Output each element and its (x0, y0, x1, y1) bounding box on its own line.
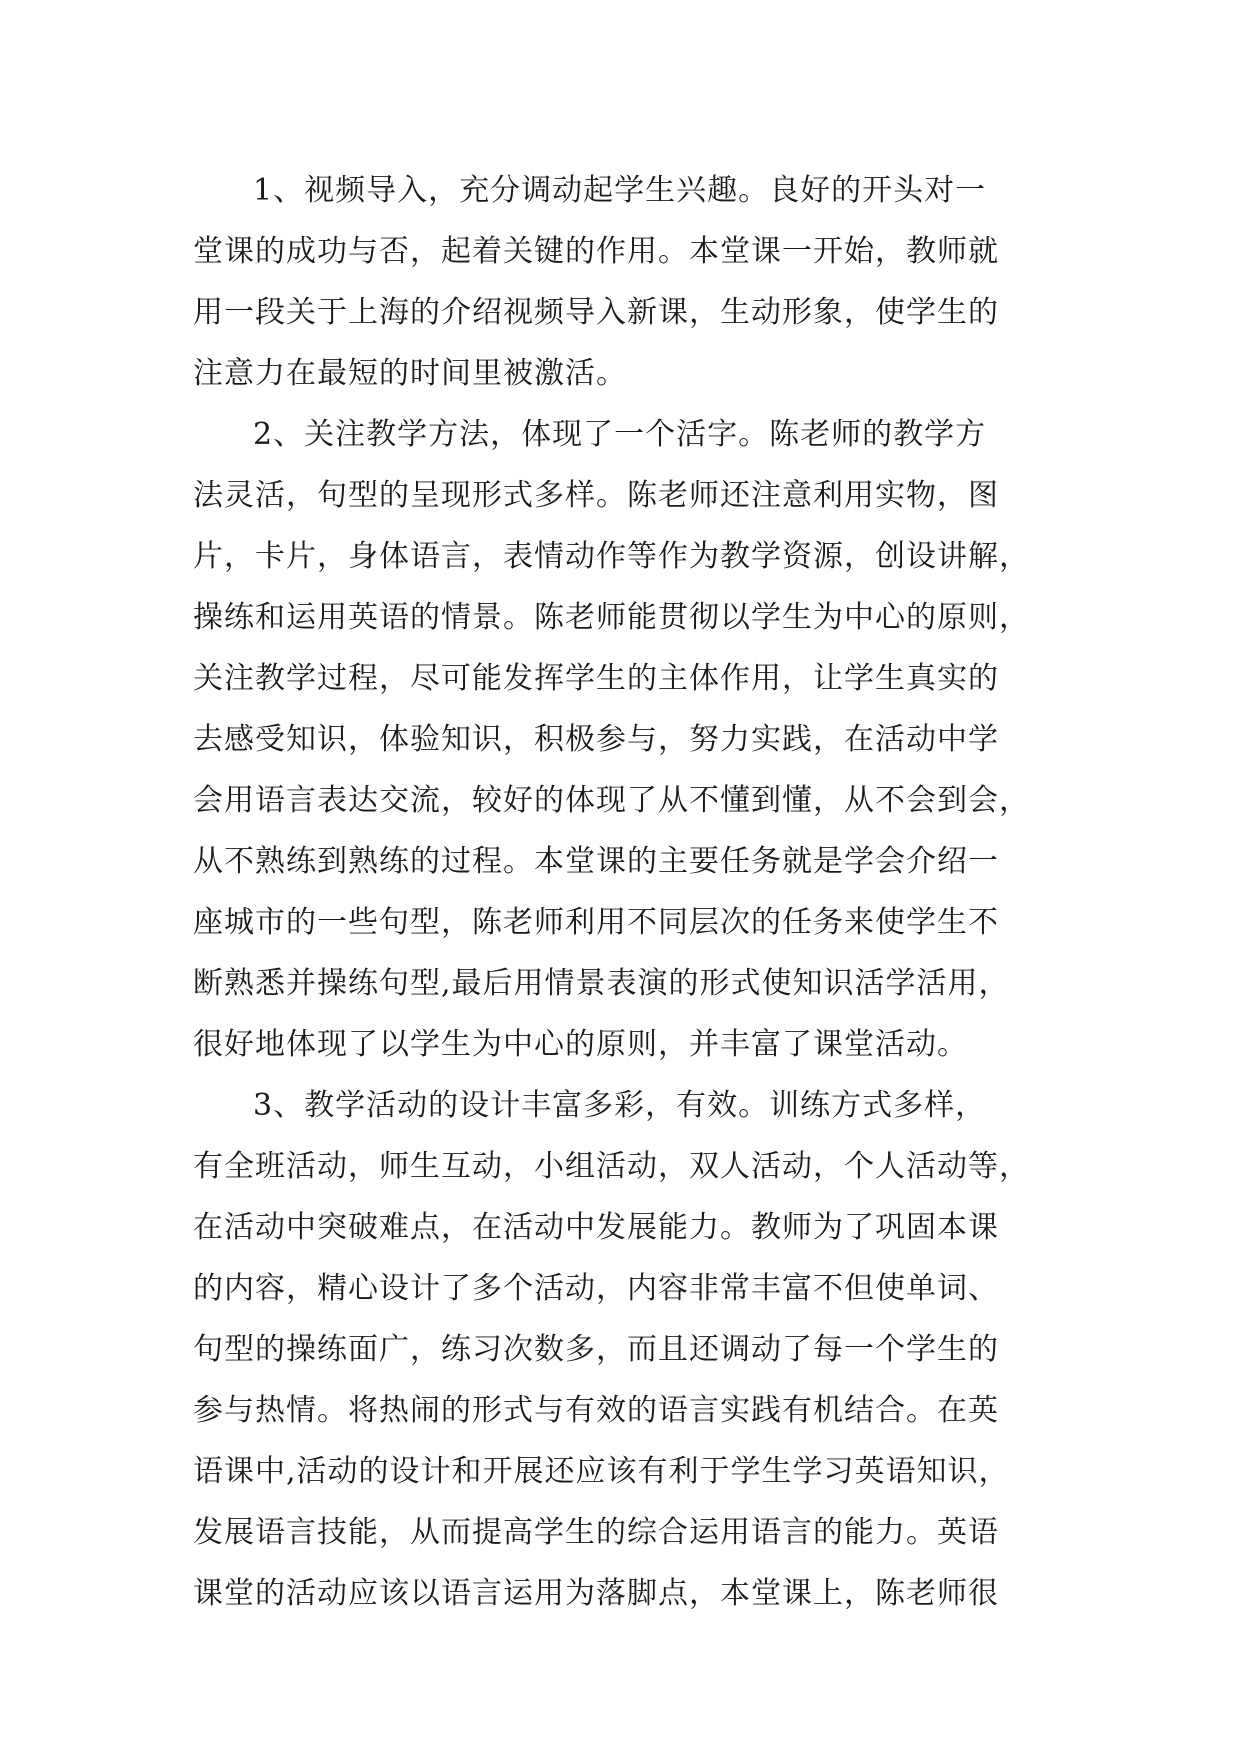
text-line: 操练和运用英语的情景。陈老师能贯彻以学生为中心的原则， (193, 600, 1030, 635)
text-line: 有全班活动，师生互动，小组活动，双人活动，个人活动等， (193, 1149, 1030, 1184)
text-line: 法灵活，句型的呈现形式多样。陈老师还注意利用实物，图 (193, 478, 999, 513)
text-line: 2、关注教学方法，体现了一个活字。陈老师的教学方 (253, 417, 987, 452)
text-line: 的内容，精心设计了多个活动，内容非常丰富不但使单词、 (193, 1271, 999, 1306)
text-line: 座城市的一些句型，陈老师利用不同层次的任务来使学生不 (193, 905, 999, 940)
text-line: 片，卡片，身体语言，表情动作等作为教学资源，创设讲解， (193, 539, 1030, 574)
text-line: 句型的操练面广，练习次数多，而且还调动了每一个学生的 (193, 1332, 999, 1367)
text-line: 课堂的活动应该以语言运用为落脚点，本堂课上，陈老师很 (193, 1576, 999, 1611)
text-line: 注意力在最短的时间里被激活。 (193, 356, 627, 391)
text-line: 关注教学过程，尽可能发挥学生的主体作用，让学生真实的 (193, 661, 999, 696)
text-line: 堂课的成功与否，起着关键的作用。本堂课一开始，教师就 (193, 234, 999, 269)
text-line: 语课中,活动的设计和开展还应该有利于学生学习英语知识， (193, 1454, 1010, 1489)
document-body (193, 160, 1053, 1624)
text-line: 很好地体现了以学生为中心的原则，并丰富了课堂活动。 (193, 1027, 968, 1062)
paragraph-1 (193, 160, 1053, 404)
text-line: 在活动中突破难点，在活动中发展能力。教师为了巩固本课 (193, 1210, 999, 1245)
text-line: 用一段关于上海的介绍视频导入新课，生动形象，使学生的 (193, 295, 999, 330)
text-line: 去感受知识，体验知识，积极参与，努力实践，在活动中学 (193, 722, 999, 757)
text-line: 会用语言表达交流，较好的体现了从不懂到懂，从不会到会， (193, 783, 1030, 818)
text-line: 从不熟练到熟练的过程。本堂课的主要任务就是学会介绍一 (193, 844, 999, 879)
text-line: 3、教学活动的设计丰富多彩，有效。训练方式多样， (253, 1088, 987, 1123)
text-line: 断熟悉并操练句型,最后用情景表演的形式使知识活学活用， (193, 966, 1010, 1001)
paragraph-3 (193, 1075, 1053, 1624)
text-line: 发展语言技能，从而提高学生的综合运用语言的能力。英语 (193, 1515, 999, 1550)
paragraph-2 (193, 404, 1053, 1075)
text-line: 1、视频导入，充分调动起学生兴趣。良好的开头对一 (253, 173, 987, 208)
text-line: 参与热情。将热闹的形式与有效的语言实践有机结合。在英 (193, 1393, 999, 1428)
